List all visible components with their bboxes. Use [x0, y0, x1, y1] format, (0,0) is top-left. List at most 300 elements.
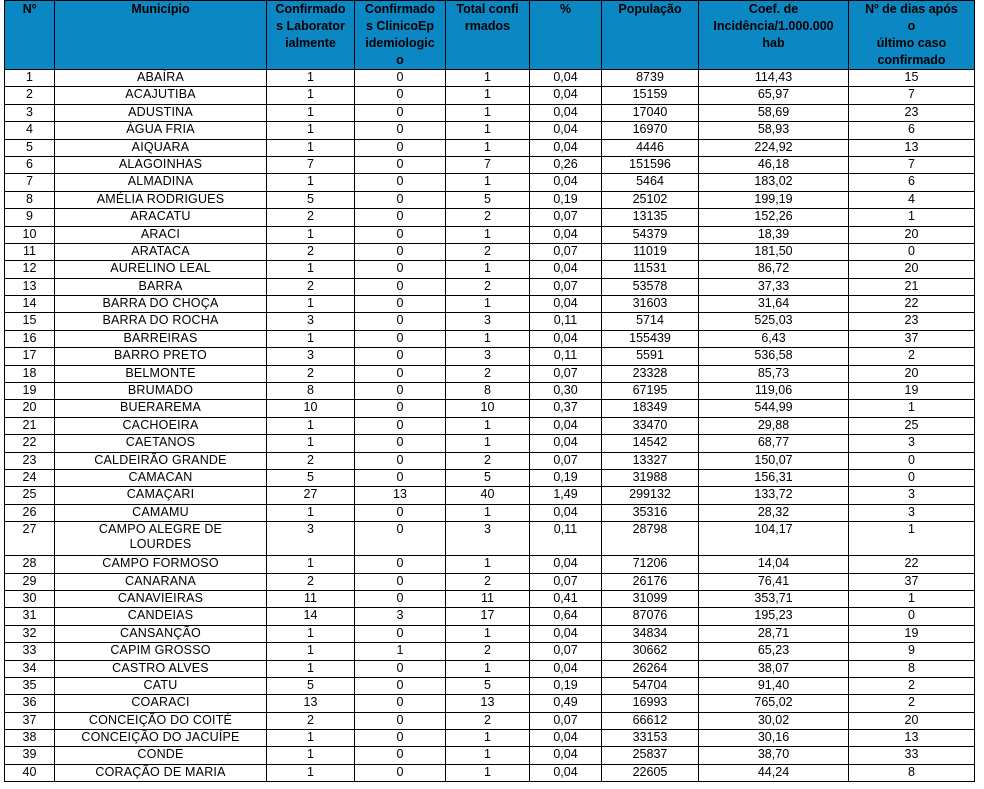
cell-num: 40: [5, 764, 55, 781]
cell-total: 2: [446, 573, 530, 590]
cell-confirmados-clinico: 0: [355, 87, 446, 104]
cell-coeficiente: 44,24: [699, 764, 849, 781]
table-row: [5, 487, 975, 504]
cell-num: 24: [5, 469, 55, 486]
cell-confirmados-lab: 1: [267, 730, 355, 747]
header-percent: %: [530, 1, 602, 70]
cell-dias: 20: [849, 226, 975, 243]
cell-populacao: 33153: [602, 730, 699, 747]
cell-confirmados-lab: 14: [267, 608, 355, 625]
cell-total: 40: [446, 487, 530, 504]
cell-populacao: 8739: [602, 70, 699, 87]
cell-coeficiente: 104,17: [699, 522, 849, 556]
cell-total: 2: [446, 209, 530, 226]
cell-dias: 22: [849, 556, 975, 573]
cell-percent: 0,07: [530, 209, 602, 226]
cell-percent: 0,04: [530, 87, 602, 104]
cell-confirmados-clinico: 0: [355, 226, 446, 243]
cell-confirmados-lab: 7: [267, 156, 355, 173]
cell-num: 1: [5, 70, 55, 87]
cell-confirmados-clinico: 0: [355, 504, 446, 521]
cell-municipio: CONDE: [55, 747, 267, 764]
cell-total: 8: [446, 383, 530, 400]
cell-confirmados-clinico: 0: [355, 330, 446, 347]
cell-populacao: 26176: [602, 573, 699, 590]
cell-municipio: CANARANA: [55, 573, 267, 590]
cell-coeficiente: 133,72: [699, 487, 849, 504]
cell-num: 5: [5, 139, 55, 156]
cell-municipio: CAMACAN: [55, 469, 267, 486]
cell-percent: 0,19: [530, 469, 602, 486]
cell-populacao: 299132: [602, 487, 699, 504]
cell-populacao: 71206: [602, 556, 699, 573]
cell-confirmados-lab: 1: [267, 435, 355, 452]
cell-populacao: 87076: [602, 608, 699, 625]
cell-percent: 0,04: [530, 556, 602, 573]
cell-confirmados-clinico: 0: [355, 209, 446, 226]
cell-percent: 0,04: [530, 504, 602, 521]
cell-populacao: 11019: [602, 243, 699, 260]
cell-percent: 0,11: [530, 313, 602, 330]
cell-percent: 0,07: [530, 452, 602, 469]
cell-percent: 0,04: [530, 296, 602, 313]
cell-num: 18: [5, 365, 55, 382]
table-row: [5, 104, 975, 121]
cell-confirmados-clinico: 0: [355, 70, 446, 87]
cell-populacao: 11531: [602, 261, 699, 278]
cell-coeficiente: 353,71: [699, 590, 849, 607]
cell-coeficiente: 86,72: [699, 261, 849, 278]
cell-dias: 0: [849, 452, 975, 469]
cell-confirmados-lab: 1: [267, 104, 355, 121]
cell-confirmados-clinico: 0: [355, 435, 446, 452]
cell-confirmados-lab: 5: [267, 469, 355, 486]
cell-populacao: 16993: [602, 695, 699, 712]
cell-percent: 0,19: [530, 191, 602, 208]
cell-num: 27: [5, 522, 55, 556]
cell-num: 38: [5, 730, 55, 747]
table-row: [5, 87, 975, 104]
cell-dias: 6: [849, 122, 975, 139]
cell-municipio: ÁGUA FRIA: [55, 122, 267, 139]
cases-table: [4, 0, 975, 782]
cell-dias: 1: [849, 400, 975, 417]
cell-coeficiente: 91,40: [699, 677, 849, 694]
table-row: [5, 504, 975, 521]
cell-municipio: BUERAREMA: [55, 400, 267, 417]
cell-municipio: ARACATU: [55, 209, 267, 226]
cell-municipio: ADUSTINA: [55, 104, 267, 121]
cell-populacao: 31603: [602, 296, 699, 313]
cell-coeficiente: 31,64: [699, 296, 849, 313]
header-confirmados-laboratorialmente: Confirmado s Laborator ialmente: [267, 1, 355, 70]
cell-percent: 0,41: [530, 590, 602, 607]
cell-coeficiente: 119,06: [699, 383, 849, 400]
cell-dias: 23: [849, 104, 975, 121]
cell-percent: 0,07: [530, 643, 602, 660]
cell-confirmados-clinico: 0: [355, 469, 446, 486]
cell-dias: 1: [849, 522, 975, 556]
cell-coeficiente: 37,33: [699, 278, 849, 295]
cell-confirmados-clinico: 0: [355, 660, 446, 677]
cell-confirmados-clinico: 0: [355, 712, 446, 729]
cell-num: 29: [5, 573, 55, 590]
cell-total: 2: [446, 243, 530, 260]
cell-confirmados-lab: 10: [267, 400, 355, 417]
cell-populacao: 5464: [602, 174, 699, 191]
header-confirmados-clinico: Confirmado s ClinicoEp idemiologic o: [355, 1, 446, 70]
cell-num: 16: [5, 330, 55, 347]
cell-num: 34: [5, 660, 55, 677]
cell-total: 1: [446, 70, 530, 87]
cell-confirmados-clinico: 3: [355, 608, 446, 625]
cell-municipio: COARACI: [55, 695, 267, 712]
cell-populacao: 5591: [602, 348, 699, 365]
cell-num: 23: [5, 452, 55, 469]
cell-total: 10: [446, 400, 530, 417]
cell-percent: 0,19: [530, 677, 602, 694]
table-row: [5, 712, 975, 729]
table-row: [5, 313, 975, 330]
cell-municipio: CAMAÇARI: [55, 487, 267, 504]
cell-dias: 2: [849, 677, 975, 694]
cell-confirmados-lab: 3: [267, 313, 355, 330]
cell-populacao: 155439: [602, 330, 699, 347]
cell-confirmados-lab: 1: [267, 625, 355, 642]
table-row: [5, 452, 975, 469]
table-row: [5, 156, 975, 173]
cell-confirmados-clinico: 0: [355, 296, 446, 313]
table-row: [5, 417, 975, 434]
cell-total: 1: [446, 504, 530, 521]
cell-total: 1: [446, 764, 530, 781]
cell-num: 32: [5, 625, 55, 642]
cell-confirmados-lab: 1: [267, 764, 355, 781]
cell-municipio: BRUMADO: [55, 383, 267, 400]
cell-dias: 20: [849, 712, 975, 729]
cell-num: 17: [5, 348, 55, 365]
cell-total: 1: [446, 747, 530, 764]
cell-confirmados-lab: 1: [267, 226, 355, 243]
cell-confirmados-clinico: 0: [355, 556, 446, 573]
cell-dias: 3: [849, 504, 975, 521]
cell-confirmados-lab: 2: [267, 209, 355, 226]
cell-municipio: ACAJUTIBA: [55, 87, 267, 104]
cell-dias: 33: [849, 747, 975, 764]
cell-num: 2: [5, 87, 55, 104]
cell-confirmados-lab: 1: [267, 417, 355, 434]
cell-total: 1: [446, 417, 530, 434]
cell-percent: 0,04: [530, 435, 602, 452]
cell-num: 3: [5, 104, 55, 121]
table-row: [5, 695, 975, 712]
cell-percent: 0,49: [530, 695, 602, 712]
cell-num: 21: [5, 417, 55, 434]
cell-confirmados-clinico: 0: [355, 730, 446, 747]
cell-coeficiente: 65,97: [699, 87, 849, 104]
cell-municipio: CONCEIÇÃO DO JACUÍPE: [55, 730, 267, 747]
table-row: [5, 226, 975, 243]
table-row: [5, 400, 975, 417]
cell-confirmados-clinico: 0: [355, 522, 446, 556]
cell-confirmados-clinico: 0: [355, 417, 446, 434]
cell-confirmados-clinico: 0: [355, 313, 446, 330]
cell-populacao: 14542: [602, 435, 699, 452]
cell-dias: 23: [849, 313, 975, 330]
table-row: [5, 278, 975, 295]
cell-municipio: ALAGOINHAS: [55, 156, 267, 173]
cell-coeficiente: 58,69: [699, 104, 849, 121]
cell-coeficiente: 85,73: [699, 365, 849, 382]
cell-confirmados-lab: 1: [267, 556, 355, 573]
cell-confirmados-lab: 2: [267, 712, 355, 729]
cell-percent: 0,04: [530, 226, 602, 243]
cell-municipio: CACHOEIRA: [55, 417, 267, 434]
cell-municipio: ALMADINA: [55, 174, 267, 191]
cell-num: 20: [5, 400, 55, 417]
cell-total: 7: [446, 156, 530, 173]
cell-populacao: 15159: [602, 87, 699, 104]
cell-percent: 0,04: [530, 330, 602, 347]
cell-confirmados-lab: 11: [267, 590, 355, 607]
cell-confirmados-clinico: 0: [355, 452, 446, 469]
table-row: [5, 348, 975, 365]
cell-municipio: BARRA DO ROCHA: [55, 313, 267, 330]
cell-coeficiente: 58,93: [699, 122, 849, 139]
cell-populacao: 13327: [602, 452, 699, 469]
cell-total: 1: [446, 660, 530, 677]
cell-coeficiente: 536,58: [699, 348, 849, 365]
cell-populacao: 151596: [602, 156, 699, 173]
cell-coeficiente: 38,07: [699, 660, 849, 677]
cell-populacao: 28798: [602, 522, 699, 556]
cell-confirmados-lab: 2: [267, 278, 355, 295]
cell-num: 36: [5, 695, 55, 712]
cell-total: 11: [446, 590, 530, 607]
cell-populacao: 5714: [602, 313, 699, 330]
cell-coeficiente: 38,70: [699, 747, 849, 764]
cell-confirmados-lab: 1: [267, 70, 355, 87]
table-row: [5, 522, 975, 556]
table-body: [5, 70, 975, 782]
cell-confirmados-clinico: 0: [355, 764, 446, 781]
cell-confirmados-clinico: 0: [355, 625, 446, 642]
cell-num: 30: [5, 590, 55, 607]
header-dias-ultimo-caso: Nº de dias após o último caso confirmado: [849, 1, 975, 70]
table-row: [5, 70, 975, 87]
cell-total: 1: [446, 87, 530, 104]
cell-coeficiente: 199,19: [699, 191, 849, 208]
cell-dias: 19: [849, 383, 975, 400]
cell-populacao: 31099: [602, 590, 699, 607]
cell-dias: 37: [849, 330, 975, 347]
cell-municipio: CONCEIÇÃO DO COITÉ: [55, 712, 267, 729]
table-row: [5, 556, 975, 573]
cell-total: 1: [446, 104, 530, 121]
table-row: [5, 747, 975, 764]
cell-coeficiente: 114,43: [699, 70, 849, 87]
header-coeficiente: Coef. de Incidência/1.000.000 hab: [699, 1, 849, 70]
cell-populacao: 25837: [602, 747, 699, 764]
cell-num: 15: [5, 313, 55, 330]
cell-confirmados-lab: 2: [267, 365, 355, 382]
cell-num: 28: [5, 556, 55, 573]
cell-coeficiente: 544,99: [699, 400, 849, 417]
table-row: [5, 469, 975, 486]
cell-percent: 0,64: [530, 608, 602, 625]
cell-confirmados-clinico: 0: [355, 590, 446, 607]
cell-percent: 0,04: [530, 625, 602, 642]
cell-dias: 0: [849, 469, 975, 486]
cell-dias: 3: [849, 487, 975, 504]
cell-populacao: 33470: [602, 417, 699, 434]
cell-confirmados-lab: 3: [267, 522, 355, 556]
cell-confirmados-clinico: 1: [355, 643, 446, 660]
cell-percent: 0,07: [530, 712, 602, 729]
cell-confirmados-lab: 1: [267, 504, 355, 521]
cell-municipio: BARRA DO CHOÇA: [55, 296, 267, 313]
cell-populacao: 54379: [602, 226, 699, 243]
cell-confirmados-lab: 27: [267, 487, 355, 504]
cell-municipio: ARATACA: [55, 243, 267, 260]
header-num: Nº: [5, 1, 55, 70]
cell-confirmados-lab: 1: [267, 122, 355, 139]
cell-confirmados-lab: 1: [267, 747, 355, 764]
cell-num: 19: [5, 383, 55, 400]
cell-num: 11: [5, 243, 55, 260]
cell-confirmados-clinico: 0: [355, 747, 446, 764]
table-row: [5, 365, 975, 382]
cell-municipio: CAMPO FORMOSO: [55, 556, 267, 573]
cell-num: 26: [5, 504, 55, 521]
cell-percent: 0,07: [530, 278, 602, 295]
cell-total: 2: [446, 452, 530, 469]
cell-confirmados-clinico: 0: [355, 174, 446, 191]
cell-populacao: 31988: [602, 469, 699, 486]
table-header: [5, 1, 975, 70]
cell-municipio: CANSANÇÃO: [55, 625, 267, 642]
cell-municipio: BARRA: [55, 278, 267, 295]
cell-confirmados-clinico: 0: [355, 677, 446, 694]
cell-total: 1: [446, 435, 530, 452]
cell-municipio: AMÉLIA RODRIGUES: [55, 191, 267, 208]
cell-dias: 7: [849, 156, 975, 173]
cell-coeficiente: 156,31: [699, 469, 849, 486]
cell-municipio: CORAÇÃO DE MARIA: [55, 764, 267, 781]
cell-confirmados-lab: 1: [267, 174, 355, 191]
cell-coeficiente: 195,23: [699, 608, 849, 625]
cell-confirmados-clinico: 0: [355, 278, 446, 295]
table-row: [5, 330, 975, 347]
cell-coeficiente: 6,43: [699, 330, 849, 347]
cell-total: 1: [446, 625, 530, 642]
cell-dias: 37: [849, 573, 975, 590]
cell-confirmados-lab: 1: [267, 643, 355, 660]
cell-coeficiente: 181,50: [699, 243, 849, 260]
cell-populacao: 26264: [602, 660, 699, 677]
cell-confirmados-lab: 1: [267, 330, 355, 347]
cell-municipio: BELMONTE: [55, 365, 267, 382]
cell-num: 9: [5, 209, 55, 226]
cell-dias: 19: [849, 625, 975, 642]
cell-total: 5: [446, 677, 530, 694]
cell-populacao: 4446: [602, 139, 699, 156]
cell-confirmados-clinico: 0: [355, 261, 446, 278]
table-row: [5, 573, 975, 590]
table-row: [5, 435, 975, 452]
cell-total: 5: [446, 469, 530, 486]
cell-dias: 2: [849, 348, 975, 365]
cell-municipio: CAMAMU: [55, 504, 267, 521]
cell-confirmados-lab: 2: [267, 243, 355, 260]
cell-dias: 15: [849, 70, 975, 87]
cell-coeficiente: 14,04: [699, 556, 849, 573]
cell-coeficiente: 150,07: [699, 452, 849, 469]
cell-coeficiente: 18,39: [699, 226, 849, 243]
cell-dias: 21: [849, 278, 975, 295]
cell-confirmados-clinico: 0: [355, 383, 446, 400]
table-row: [5, 677, 975, 694]
table-row: [5, 139, 975, 156]
table-row: [5, 730, 975, 747]
cell-total: 13: [446, 695, 530, 712]
cell-num: 10: [5, 226, 55, 243]
cell-num: 14: [5, 296, 55, 313]
cell-dias: 2: [849, 695, 975, 712]
cell-total: 1: [446, 226, 530, 243]
cell-percent: 0,04: [530, 70, 602, 87]
cell-total: 17: [446, 608, 530, 625]
table-row: [5, 261, 975, 278]
cell-dias: 0: [849, 243, 975, 260]
cell-total: 1: [446, 556, 530, 573]
cell-num: 25: [5, 487, 55, 504]
cell-confirmados-lab: 1: [267, 87, 355, 104]
cell-municipio: ARACI: [55, 226, 267, 243]
cell-confirmados-clinico: 0: [355, 122, 446, 139]
cell-percent: 0,04: [530, 174, 602, 191]
cell-num: 22: [5, 435, 55, 452]
table-row: [5, 122, 975, 139]
cell-coeficiente: 68,77: [699, 435, 849, 452]
cell-municipio: CATU: [55, 677, 267, 694]
cell-num: 35: [5, 677, 55, 694]
cell-total: 1: [446, 330, 530, 347]
cell-populacao: 54704: [602, 677, 699, 694]
cell-confirmados-lab: 2: [267, 452, 355, 469]
cell-coeficiente: 525,03: [699, 313, 849, 330]
cell-num: 7: [5, 174, 55, 191]
cell-populacao: 23328: [602, 365, 699, 382]
cell-confirmados-lab: 13: [267, 695, 355, 712]
cell-total: 1: [446, 139, 530, 156]
cell-dias: 4: [849, 191, 975, 208]
cell-coeficiente: 28,71: [699, 625, 849, 642]
cell-municipio: ABAÍRA: [55, 70, 267, 87]
cell-confirmados-clinico: 0: [355, 104, 446, 121]
header-populacao: População: [602, 1, 699, 70]
cell-municipio: CALDEIRÃO GRANDE: [55, 452, 267, 469]
cell-municipio: BARREIRAS: [55, 330, 267, 347]
cell-coeficiente: 28,32: [699, 504, 849, 521]
cell-total: 2: [446, 365, 530, 382]
cell-coeficiente: 30,16: [699, 730, 849, 747]
cell-dias: 8: [849, 660, 975, 677]
cell-coeficiente: 183,02: [699, 174, 849, 191]
cell-populacao: 30662: [602, 643, 699, 660]
cell-populacao: 13135: [602, 209, 699, 226]
table-row: [5, 191, 975, 208]
